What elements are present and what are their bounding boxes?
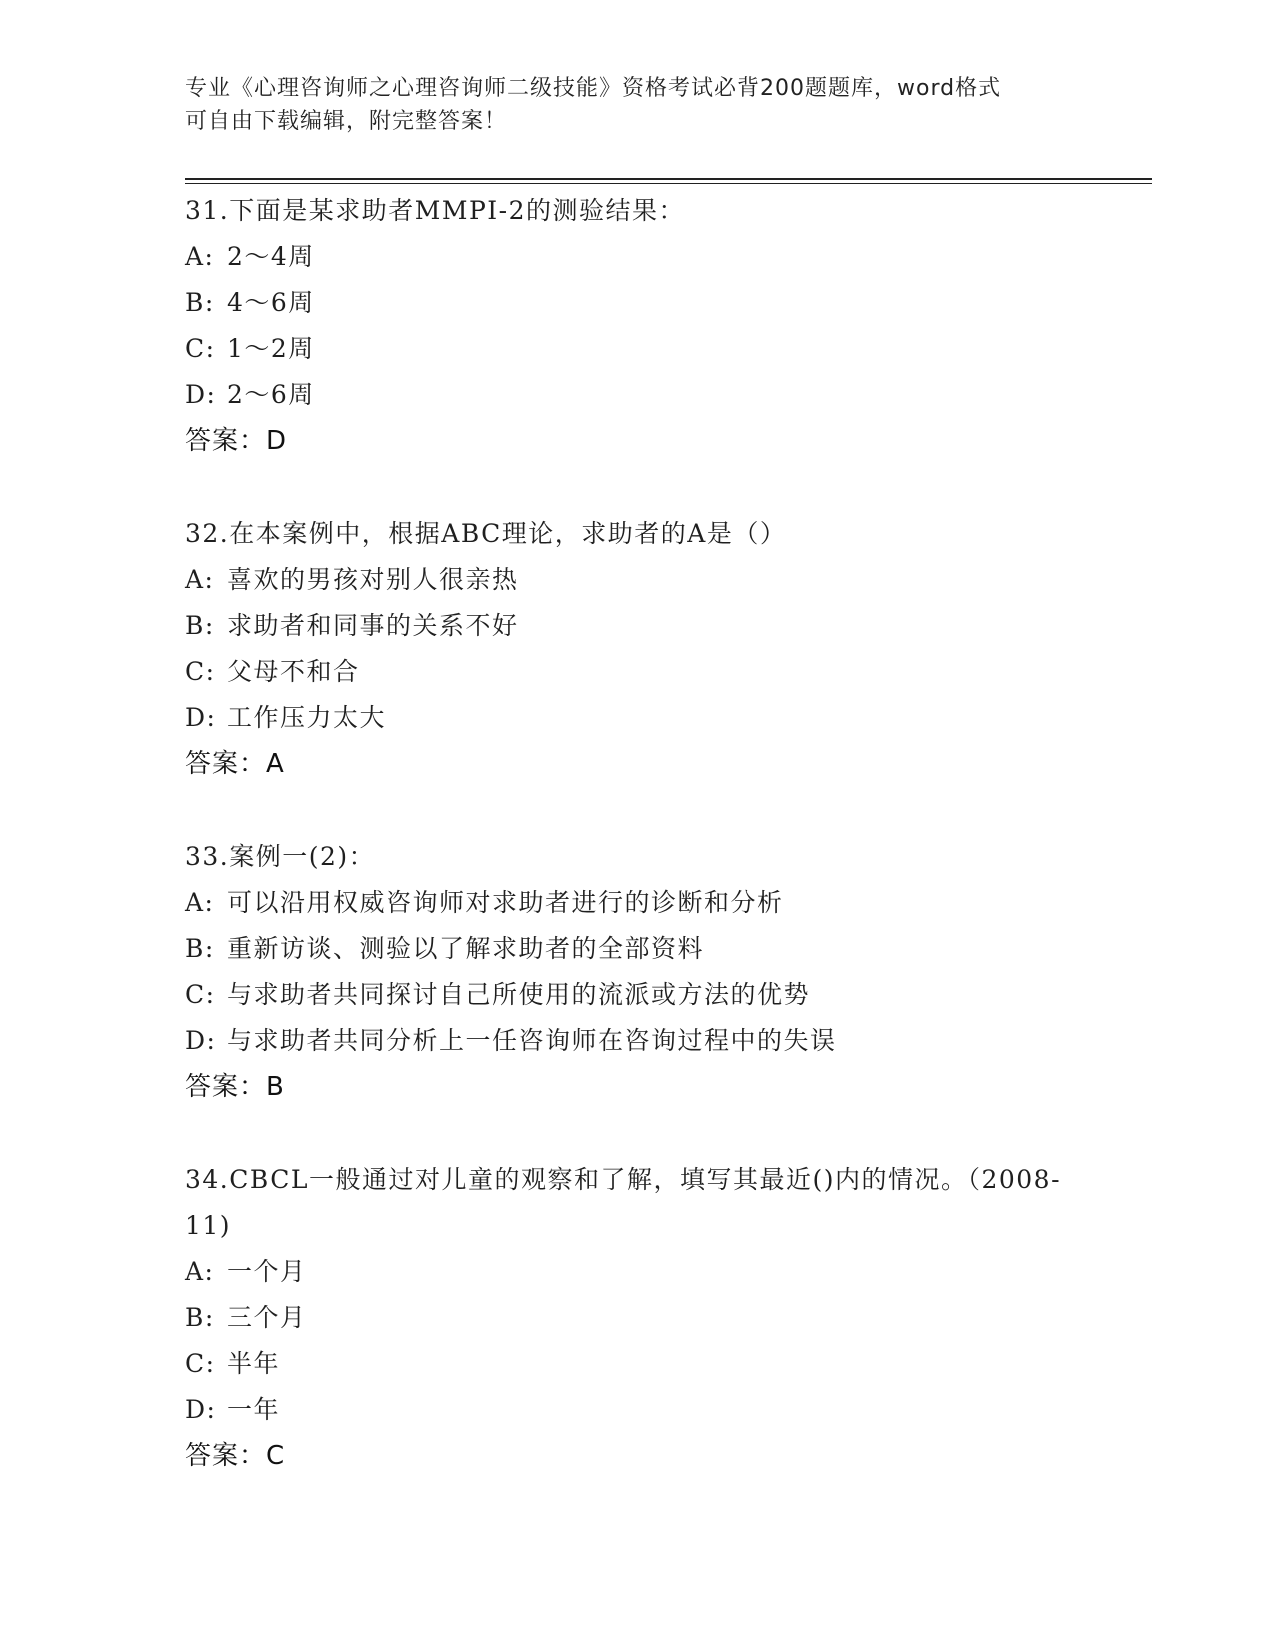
option-label: D: <box>185 1026 217 1055</box>
option-text: 工作压力太大 <box>227 703 387 732</box>
option-b <box>185 603 1085 649</box>
option-c <box>185 972 1085 1018</box>
option-a <box>185 234 1085 280</box>
option-text: 与求助者共同分析上一任咨询师在咨询过程中的失误 <box>227 1026 837 1055</box>
option-label: C: <box>185 1349 216 1378</box>
option-label: C: <box>185 657 216 686</box>
document-header <box>185 72 1065 138</box>
option-b <box>185 926 1085 972</box>
answer: 答案：B <box>185 1072 285 1102</box>
option-text: 4～6周 <box>227 288 315 317</box>
option-a <box>185 880 1085 926</box>
question-31 <box>185 188 1085 464</box>
option-text: 喜欢的男孩对别人很亲热 <box>227 565 519 594</box>
option-text: 一年 <box>227 1395 281 1424</box>
option-label: B: <box>185 1303 215 1332</box>
option-b <box>185 280 1085 326</box>
option-label: A: <box>185 242 215 271</box>
option-text: 1～2周 <box>227 334 315 363</box>
option-label: D: <box>185 703 217 732</box>
question-32 <box>185 511 1085 787</box>
option-text: 重新访谈、测验以了解求助者的全部资料 <box>227 934 705 963</box>
option-label: D: <box>185 380 217 409</box>
option-text: 2～4周 <box>227 242 315 271</box>
option-d <box>185 372 1085 418</box>
option-text: 与求助者共同探讨自己所使用的流派或方法的优势 <box>227 980 811 1009</box>
answer: 答案：D <box>185 426 288 456</box>
option-c <box>185 649 1085 695</box>
option-text: 2～6周 <box>227 380 315 409</box>
option-label: A: <box>185 565 215 594</box>
header-line-1: 专业《心理咨询师之心理咨询师二级技能》资格考试必背200题题库，word格式 <box>185 76 1002 101</box>
option-label: C: <box>185 334 216 363</box>
header-divider-thick <box>185 178 1152 180</box>
option-label: B: <box>185 934 215 963</box>
option-b <box>185 1295 1085 1341</box>
option-d <box>185 1387 1085 1433</box>
question-stem: 34.CBCL一般通过对儿童的观察和了解，填写其最近()内的情况。（2008-11) <box>185 1165 1062 1240</box>
option-label: B: <box>185 611 215 640</box>
option-text: 半年 <box>227 1349 281 1378</box>
question-33 <box>185 834 1085 1110</box>
question-list <box>185 188 1085 1526</box>
option-text: 三个月 <box>227 1303 307 1332</box>
answer: 答案：C <box>185 1441 286 1471</box>
option-label: A: <box>185 1257 215 1286</box>
option-label: D: <box>185 1395 217 1424</box>
option-text: 一个月 <box>227 1257 307 1286</box>
option-a <box>185 557 1085 603</box>
header-line-2: 可自由下载编辑，附完整答案！ <box>185 109 508 134</box>
option-c <box>185 326 1085 372</box>
option-label: B: <box>185 288 215 317</box>
question-stem: 31.下面是某求助者MMPI-2的测验结果： <box>185 196 686 225</box>
option-label: A: <box>185 888 215 917</box>
option-d <box>185 695 1085 741</box>
question-34 <box>185 1157 1085 1479</box>
option-a <box>185 1249 1085 1295</box>
option-text: 父母不和合 <box>227 657 360 686</box>
option-label: C: <box>185 980 216 1009</box>
option-text: 求助者和同事的关系不好 <box>227 611 519 640</box>
header-divider-thin <box>185 183 1152 184</box>
question-stem: 33.案例一(2)： <box>185 842 376 871</box>
option-d <box>185 1018 1085 1064</box>
question-stem: 32.在本案例中，根据ABC理论，求助者的A是（） <box>185 519 787 548</box>
option-text: 可以沿用权威咨询师对求助者进行的诊断和分析 <box>227 888 784 917</box>
answer: 答案：A <box>185 749 285 779</box>
option-c <box>185 1341 1085 1387</box>
